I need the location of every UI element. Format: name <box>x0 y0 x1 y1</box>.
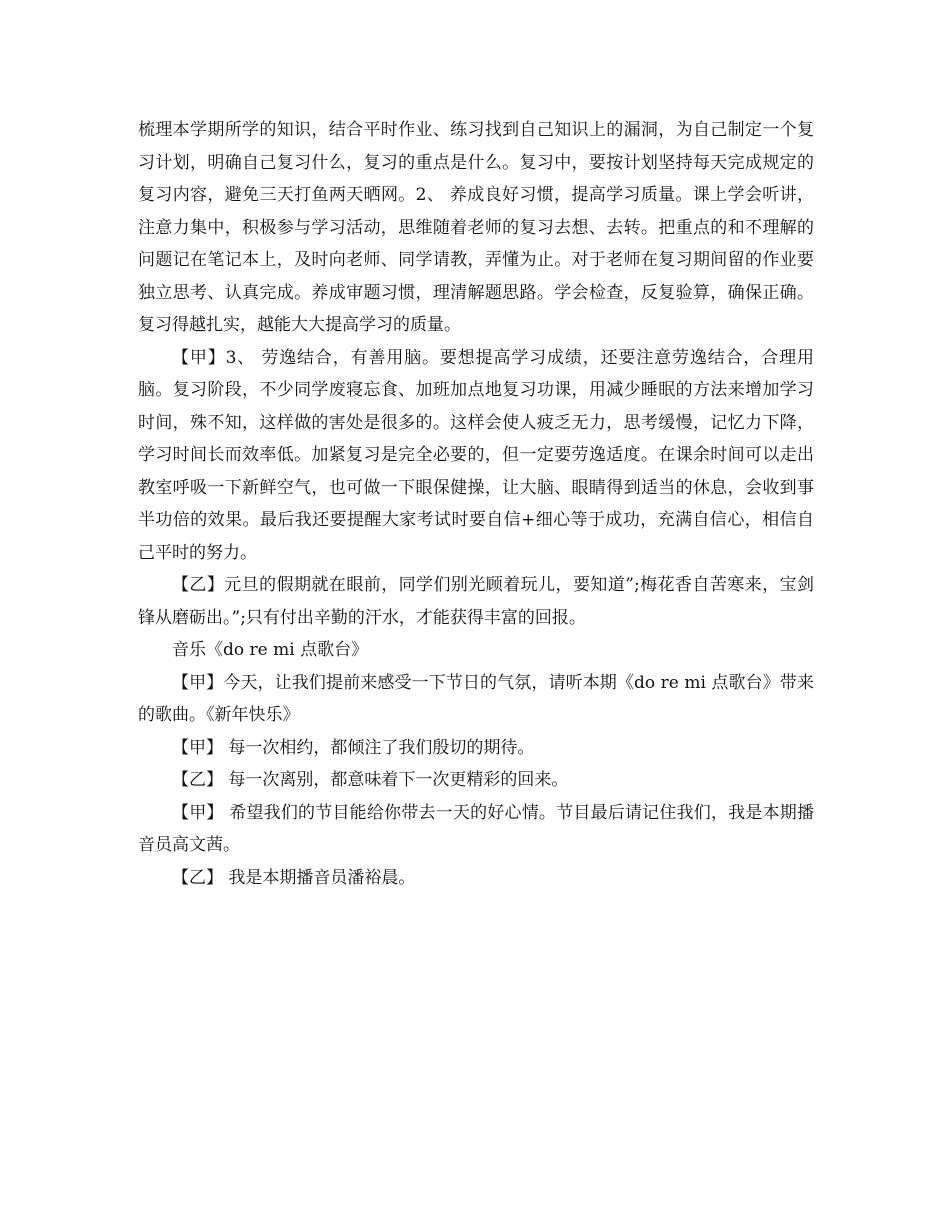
paragraph-study-plan: 梳理本学期所学的知识，结合平时作业、练习找到自己知识上的漏洞，为自己制定一个复习计划，明确自己复习什么，复习的重点是什么。复习中，要按计划坚持每天完成规定的复习内容，避免三天打鱼两天晒网。2、 养成良好习惯，提高学习质量。课上学会听讲，注意力集中，积极参与学习活动，思维随着老师的复习去想、去转。把重点的和不理解的问题记在笔记本上，及时向老师、同学请教，弄懂为止。对于老师在复习期间留的作业要独立思考、认真完成。养成审题习惯，理清解题思路。学会检查，反复验算，确保正确。复习得越扎实，越能大大提高学习的质量。 <box>138 120 814 335</box>
paragraph-jia-closing: 【甲】 希望我们的节目能给你带去一天的好心情。节目最后请记住我们，我是本期播音员高文茜。 <box>138 802 814 855</box>
document-body <box>138 114 814 894</box>
paragraph-music-title: 音乐《do re mi 点歌台》 <box>172 640 369 660</box>
paragraph-yi-parting: 【乙】 每一次离别，都意味着下一次更精彩的回来。 <box>172 770 569 790</box>
paragraph-yi-closing: 【乙】 我是本期播音员潘裕晨。 <box>172 867 416 888</box>
paragraph-song-intro: 【甲】今天，让我们提前来感受一下节日的气氛，请听本期《do re mi 点歌台》带来的歌曲。《新年快乐》 <box>138 672 814 725</box>
paragraph-new-year-holiday: 【乙】元旦的假期就在眼前，同学们别光顾着玩儿，要知道”;梅花香自苦寒来，宝剑锋从磨砺出。”;只有付出辛勤的汗水，才能获得丰富的回报。 <box>138 575 814 628</box>
paragraph-rest-and-study: 【甲】3、 劳逸结合，有善用脑。要想提高学习成绩，还要注意劳逸结合，合理用脑。复习阶段，不少同学废寝忘食、加班加点地复习功课，用减少睡眠的方法来增加学习时间，殊不知，这样做的害处是很多的。这样会使人疲乏无力，思考缓慢，记忆力下降，学习时间长而效率低。加紧复习是完全必要的，但一定要劳逸适度。在课余时间可以走出教室呼吸一下新鲜空气，也可做一下眼保健操，让大脑、眼睛得到适当的休息，会收到事半功倍的效果。最后我还要提醒大家考试时要自信+细心等于成功，充满自信心，相信自己平时的努力。 <box>138 347 814 563</box>
paragraph-jia-meeting: 【甲】 每一次相约，都倾注了我们殷切的期待。 <box>172 737 535 758</box>
